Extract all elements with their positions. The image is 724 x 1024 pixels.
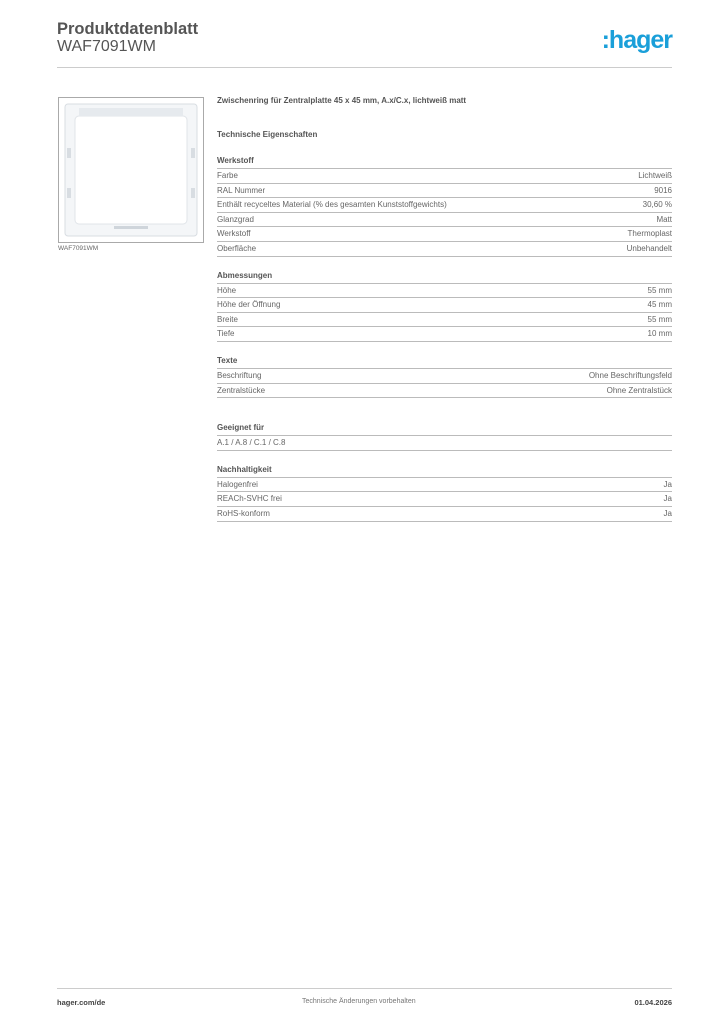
property-value: Thermoplast bbox=[627, 229, 672, 239]
property-value: Matt bbox=[656, 214, 672, 224]
section-heading: Texte bbox=[217, 356, 672, 369]
section-geeignet-für bbox=[217, 423, 672, 451]
section-abmessungen bbox=[217, 271, 672, 342]
property-row bbox=[217, 313, 672, 328]
property-label: Höhe bbox=[217, 285, 237, 295]
property-label: REACh-SVHC frei bbox=[217, 494, 282, 504]
section-werkstoff bbox=[217, 156, 672, 257]
property-row bbox=[217, 492, 672, 507]
property-row bbox=[217, 298, 672, 313]
property-row bbox=[217, 369, 672, 384]
property-row bbox=[217, 384, 672, 399]
property-row bbox=[217, 478, 672, 493]
property-label: Werkstoff bbox=[217, 229, 251, 239]
property-label: Zentralstücke bbox=[217, 385, 266, 395]
property-value: 55 mm bbox=[647, 285, 672, 295]
product-code: WAF7091WM bbox=[57, 38, 156, 55]
property-label: Glanzgrad bbox=[217, 214, 254, 224]
property-value: Ja bbox=[663, 494, 672, 504]
property-row bbox=[217, 184, 672, 199]
section-nachhaltigkeit bbox=[217, 465, 672, 522]
property-row bbox=[217, 198, 672, 213]
property-label: Oberfläche bbox=[217, 243, 257, 253]
image-caption: WAF7091WM bbox=[58, 245, 99, 252]
property-label: Breite bbox=[217, 314, 238, 324]
property-value: 55 mm bbox=[647, 314, 672, 324]
section-heading: Abmessungen bbox=[217, 271, 672, 284]
property-value: Ja bbox=[663, 479, 672, 489]
footer-website[interactable]: hager.com/de bbox=[57, 998, 106, 1007]
section-heading: Geeignet für bbox=[217, 423, 672, 436]
footer-divider bbox=[57, 988, 672, 989]
property-value: Ja bbox=[663, 508, 672, 518]
property-value: Unbehandelt bbox=[626, 243, 672, 253]
section-texte bbox=[217, 356, 672, 398]
section-heading: Nachhaltigkeit bbox=[217, 465, 672, 478]
page-title: Produktdatenblatt bbox=[57, 20, 199, 38]
property-value: 45 mm bbox=[647, 300, 672, 310]
header-divider bbox=[57, 67, 672, 68]
property-row bbox=[217, 169, 672, 184]
property-label: A.1 / A.8 / C.1 / C.8 bbox=[217, 438, 286, 448]
property-row bbox=[217, 507, 672, 522]
property-value: 9016 bbox=[654, 185, 672, 195]
property-value: Ohne Beschriftungsfeld bbox=[588, 370, 672, 380]
tech-heading: Technische Eigenschaften bbox=[217, 130, 318, 139]
property-label: Beschriftung bbox=[217, 370, 262, 380]
hager-logo: :hager bbox=[601, 26, 672, 54]
property-label: Farbe bbox=[217, 171, 238, 180]
property-row bbox=[217, 436, 672, 451]
property-value: Ohne Zentralstück bbox=[606, 385, 672, 395]
property-value: 30,60 % bbox=[642, 200, 672, 210]
property-row bbox=[217, 227, 672, 242]
property-row bbox=[217, 242, 672, 257]
footer-date: 01.04.2026 bbox=[634, 998, 672, 1007]
property-label: Halogenfrei bbox=[217, 479, 258, 489]
property-label: RAL Nummer bbox=[217, 185, 266, 195]
property-label: Höhe der Öffnung bbox=[217, 300, 281, 310]
property-row bbox=[217, 327, 672, 342]
product-image bbox=[58, 97, 204, 243]
property-label: Tiefe bbox=[217, 329, 235, 339]
property-label: Enthält recyceltes Material (% des gesamten Kunststoffgewichts) bbox=[217, 200, 447, 210]
property-row bbox=[217, 213, 672, 228]
property-row bbox=[217, 284, 672, 299]
property-value: 10 mm bbox=[647, 329, 672, 339]
product-description: Zwischenring für Zentralplatte 45 x 45 mm, A.x/C.x, lichtweiß matt bbox=[217, 96, 467, 105]
footer-notice: Technische Änderungen vorbehalten bbox=[302, 998, 416, 1005]
product-details bbox=[217, 96, 672, 522]
section-heading: Werkstoff bbox=[217, 156, 672, 169]
property-value: Lichtweiß bbox=[638, 171, 672, 180]
property-label: RoHS-konform bbox=[217, 508, 270, 518]
